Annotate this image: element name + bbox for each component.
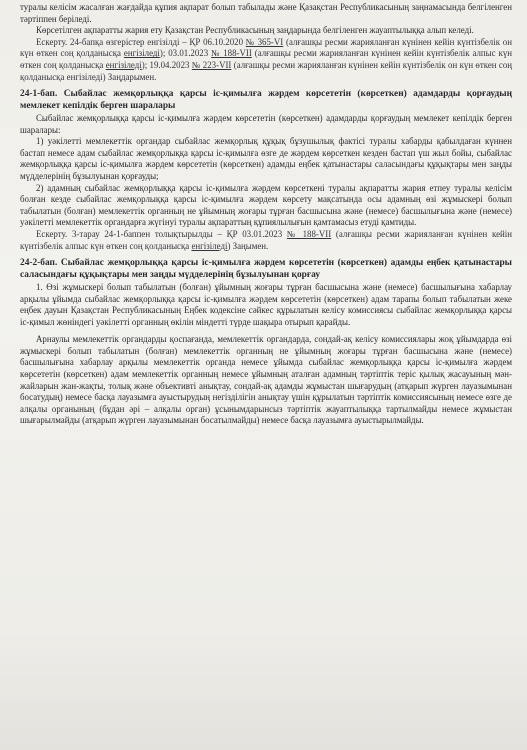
article-24-1-paragraph: Сыбайлас жемқорлыққа қарсы іс-қимылға жәрдем көрсететін (көрсеткен) адамдарды қорғаудың мемлекет кепілдік берген шаралары: [20,112,512,135]
intro-paragraph-1: туралы келісім жасалған жағдайда құпия ақпарат болып табылады және Қазақстан Республикасының заңнамасында белгіленген тәртіппен беріледі. [20,2,512,24]
note-text: ) Заңымен. [227,240,269,251]
note-text: ); 19.04.2023 [141,59,192,70]
law-link-365-vi[interactable]: № 365-VI [245,36,284,47]
article-24-1-item-2: 2) адамның сыбайлас жемқорлыққа қарсы іс-қимылға жәрдем көрсеткені туралы ақпаратты жария етпеу туралы келісім болған кезде сыбайлас жемқорлыққа қарсы іс-қимылға жәрдем көрсету мақсатында осы адамның өзі жұмыскері болып табылатын (болған) мемлекеттік органның не ұйымның жоғары тұрған басшысына және (немесе) басшылығына және (немесе) уәкілетті мемлекеттік органдарға жүгінуі туралы ақпараттың құпиялылығын қамтамасыз етуді қамтиды. [20,182,512,228]
page-shadow [0,630,527,750]
effective-link[interactable]: енгізіледі [191,240,228,251]
article-24-2-paragraph-2: Арнаулы мемлекеттік органдарды қоспағанда, мемлекеттік органдарда, сондай-ақ келісу комиссиялары жоқ ұйымдарда өзі жұмыскері болып табылатын (болған) мемлекеттік органның не ұйымның жоғары тұрған басшысына және (немесе) басшылығына хабарлау арқылы мемлекеттік органда немесе ұйымда сыбайлас жемқорлыққа қарсы іс-қимылға жәрдем көрсететін (көрсеткен) адам мемлекеттік органның немесе ұйымның аталған адамның тәртіптік теріс қылық жасауының мән-жайларын жан-жақты, толық және объективті анықтау, сондай-ақ адамды жұмыстан шығарудың (атқарып жүрген лауазымынан босатудың) немесе басқа лауазымға ауыстырудың негізділігін анықтау үшін құрылатын тәртіптік комиссиясының немесе өзге де алқалы органының (бұдан әрі – алқалы орган) ұсынымдарынсыз тәртіптік жауаптылыққа тартылмайды немесе жұмыстан шығарылмайды (атқарып жүрген лауазымынан босатылмайды) немесе басқа лауазымға ауыстырылмайды. [20,334,512,426]
amendment-note-24 [20,37,512,83]
article-24-2-heading: 24-2-бап. Сыбайлас жемқорлыққа қарсы іс-қимылға жәрдем көрсететін (көрсеткен) адамды еңбек қатынастары саласындағы құқықтары мен заңды мүдделерінің бұзылуынан қорғау [20,258,512,280]
law-link-188-vii[interactable]: № 188-VII [286,228,332,239]
effective-link[interactable]: енгізіледі [105,59,142,70]
article-24-1-heading: 24-1-бап. Сыбайлас жемқорлыққа қарсы іс-қимылға жәрдем көрсететін (көрсеткен) адамдарды қорғаудың мемлекет кепілдік берген шаралары [20,89,512,112]
note-text: Ескерту. 24-бапқа өзгерістер енгізілді – ҚР 06.10.2020 [36,36,246,47]
note-text: Ескерту. 3-тарау 24-1-баппен толықтырылды – ҚР 03.01.2023 [36,228,287,239]
document-body [20,2,512,427]
note-text: (алғашқы ресми жарияланған күнінен кейін күнтізбелік алпыс күн өткен соң қолданысқа [20,228,512,251]
note-text: (алғашқы ресми жарияланған күнінен кейін күнтізбелік он күн өткен соң қолданысқа [20,36,512,59]
law-link-188-vii[interactable]: № 188-VII [211,48,252,59]
effective-link[interactable]: енгізіледі [123,48,160,59]
amendment-note-24-1 [20,229,512,252]
law-link-223-vii[interactable]: № 223-VII [191,59,232,70]
note-text: (алғашқы ресми жарияланған күнінен кейін күнтізбелік он күн өткен соң қолданысқа енгізіледі) Заңдарымен. [20,59,513,82]
article-24-1-item-1: 1) уәкілетті мемлекеттік органдар сыбайлас жемқорлық құқық бұзушылық фактісі туралы хабарды қабылдаған күннен бастап немесе адам сыбайлас жемқорлыққа қарсы іс-қимылға өзге де жәрдем көрсеткен кезден бастап үш жыл бойы, сыбайлас жемқорлыққа қарсы іс-қимылға жәрдем көрсететін (көрсеткен) адамды еңбек қатынастары саласындағы құқықтары мен заңды мүдделерінің бұзылуынан қорғауды; [20,136,512,181]
article-24-2-paragraph-1: 1. Өзі жұмыскері болып табылатын (болған) ұйымның жоғары тұрған басшысына және (немесе) басшылығына хабарлау арқылы ұйымда сыбайлас жемқорлыққа қарсы іс-қимылға жәрдем көрсететін (көрсеткен) адам тарапы болып табылатын жеке еңбек дауын Қазақстан Республикасының Еңбек кодексіне сәйкес құрылатын келісу комиссиясы сыбайлас жемқорлыққа қарсы іс-қимыл жөніндегі уәкілетті органның өкілін міндетті түрде шақыра отырып қарайды. [20,281,512,327]
note-text: (алғашқы ресми жарияланған күнінен кейін күнтізбелік алпыс күн өткен соң қолданысқа [20,48,513,70]
intro-paragraph-2: Көрсетілген ақпаратты жария ету Қазақстан Республикасының заңдарында белгіленген жауаптылыққа алып келеді. [36,25,474,36]
note-text: ); 03.01.2023 [159,48,212,59]
